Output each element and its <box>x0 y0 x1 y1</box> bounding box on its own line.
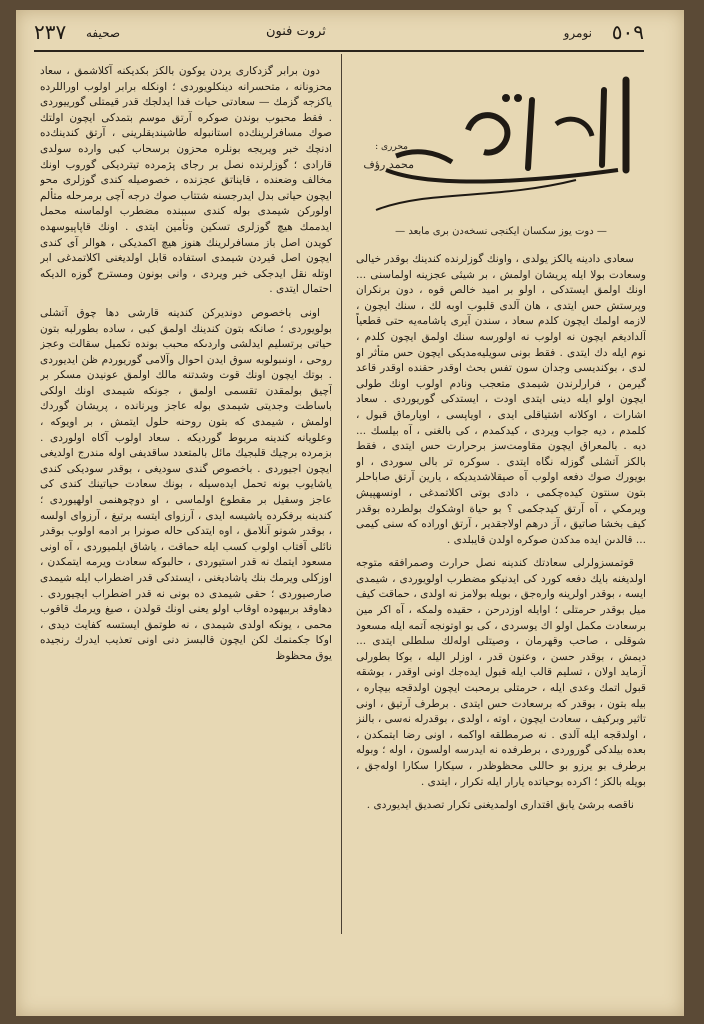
author-name: محمد رؤف <box>363 158 414 171</box>
left-paragraph-2: اونى باخصوص دونديركن كندينه قارشى دها چوق آتشلى بولويوردى ؛ صانكه بتون كندينك اولمق كبى ، ساده بطورلبه بتون حياتى برتسليم ايدلشى واردىكه محبب بونده تكميل سقالت وعجز روحى ، اونىبولوبه سوق ايدن احوال وآلامى گوريوردم ظن ايديوردى . بوتك ايچون اونك قوت وشدتنه مالك اولمق عونيدن مسكر بر آچيق بولمقدن تقسمى اولمق ، جونكه شيمدى اونك اولكى باساطت وجديتى شيمدى بوله عاجز وپرنانده ، پريشان گوردك اولمش ، شيمدى كه بتون روحنه حلول ايتمش ، بر اويوكه ، وعلويانه كندينه مربوط گورديكه . سعاد اولوب آكاه اولوردى . بزمرده برچيك قلبجيك مائل بالمتعدد ساقديفى اوله مندرج اولديغى ايچون اجيوردى . باخصوص گندى سوديغى ، بوقدر سوديكى كندى ياشايوب بونه تحمل ايده‌سيله ، بونك سعادت حياتينك كندى كى عاجز وسقيل بر مقطوع اولماسى ، او دوچوهنمى اولهيوردى ؛ كندينه برفكرده ياشيسه ايدى ، آرزواى ايتسه برتيغ ، آرزواى اولسه ، بوقدر شونو آنلامق ، اوه ايتدكى حاله صونرا بر ادمه اولوب بوقدر نائلى آفتاب اولوب كسب ايله حماقت ، ياشاق ايلميوردى ، آه اونى مسعود ايتمك نه قدر استيوردى ، حالبوكه سعادت ويرمه ايتمكدن ، اوزكلى ويرمك بنك ياشاديغنى ، ايستدكى قدر اضطراب ايله شيمدى صارصيوردى ؛ حقى شيمدى ده بونى نه قدر اضطراب ايچيوردى . دهاوقد بربيهوده اوقاب اولو يعنى اونك قولدن ، صيغ ويرمك قاقوب محمى ، يونكه اولدى شيمدى ، نه طوتمق ايستسه كفايت ديدى ، اوكا جكمنمك لكن ايچون قالبسز دنى اونى تعذيب ايدرك رنجيده يوق محظوظ <box>40 306 332 662</box>
journal-title: ثروت فنون <box>266 24 326 39</box>
page-header <box>34 18 644 44</box>
page-number-right: ٥٠٩ <box>611 20 644 44</box>
right-paragraph-3: ناقصه برشئ يابق اقتدارى اولمديغنى تكرار تصديق ايديوردى . <box>366 799 634 812</box>
page-label: صحيفه <box>86 26 121 40</box>
left-paragraph-1: دون برابر گزدكارى يردن يوكون بالكز بكديكنه آكلاشمق ، سعاد محزونانه ، متحسرانه دينكلويوردى ؛ اونكله برابر اولوب اوراللرده ياكزجه گزمك — سعادتی حيات فدا ايدلجك قدر قيمتلى گورييوردى . فقط محبوب بوندن صوكره آرتق موسم بتمدكى ايچون اولتك صوك مسافرلرينك‌ده استانبوله طاشينديقلرينى ، آرتق كندينك‌ده ادنچك خبر ويريجه بونلره محزون برسحاب كبى وارده سولدى قارادى ؛ گوزلرنده نصل بر رجاى پژمرده تيترديكى گوروب اونك مخالف وضعنده ، قايناتق عجزنده ، خصوصيله كندى گوزلرى محو ايچون حياتى بدل ايدرجسنه شتتاب صوك درجه آچى برمرحله متألم اولوركن شيمدى بوله كندى سببنده مضطرب اولماسنه محمل ايدممك هيچ گوزلرى تسكين وتأمين ايتدى . اونك قاپاپيوسهده كويدن اصل باز مسافرلرينك هنوز هيچ اكمديكى ، هوالر آى كندى ايچون اصل قيردن شيمدى استفاده قابل اولديغنى اكلاتمدغى ابر اوتله نقل ايدجكى خبر ويردى ، وانى بونون ومسترح گوزه الديكه احتمال ايتدى . <box>40 65 332 296</box>
author-label: محرری : <box>375 142 408 152</box>
right-paragraph-2: قوتمسزولرلى سعادتك كندينه نصل حرارت وصمرافقه متوجه اولديغنه بايك دفعه كورد كى ايدنيكو مضطرب اولويوردى ، شيمدى ايسه ، بوقدر اولرينه واره‌جق ، بويله بولامز نه اولدى ، حماقت كيف ميل بوقدر حرمتلى ؛ اوايله اوزدرحن ، حقيده ولمكه ، آه اكر مين برسعادت مكمل اولو اك يوسردى ، كى بو اوتونجه آتمه ايله مسعود شوقلى ، صاحب وقهرمان ، وصيتلى اوله‌لك سلطلى ايتدى ... ديمش ، بوقدر حسن ، وعنون قدر ، اوزلر اليله ، بوكا بطورلى آزمايد اولان ، تسليم قالب ايله قبول ايده‌جك اونى اوقدر ، بوشقه قبول اتمك وعدى ايله ، حرمتلى برمحبت ايچون اولدقجه بيچاره ، بيله بتون ، بوقدر كه برسعادت حس ايتدى . برطرف آرتيق ، اونى تاثير وبركيف ، سعادت ايچون ، اوته ، اولدى ، بوقدرله نه‌سى ، بالنز ، اولدقجه ايله آلدى . نه صرمطلقه اواكمه ، اونى رضا ايتمكدن ، بعده بيلدكى گوروردى ، برطرفده نه ايدرسه اولسون ، اوله ؛ وبوله برطرف بو يرزو بو حاللى محظوظدر ، سيكارا سكارا اوله‌جق ، بويله بالكز ؛ اكرده بوحياتده يارار ايله تكرار ، ايتدى . <box>356 557 646 788</box>
right-paragraph-1: سعادى دادينه يالكز يولدى ، واونك گوزلرنده كندينك بوقدر خيالى وسعادت بولا ايله پريشان اولمش ، بر شيئى عجزينه اولماسنى ... اونك اولمق ايستدكى ، اولو بر اميد خالص قوه ، دون برنكران وپرستش حس ايتدى ، هان آلدى قلبوب اوبه لك ، سنك ايچون ، لازمه اولمك ايچون كلدم سعاد ، سندن آيرى ياشامه‌يه حتى قطعياً آلداديغم ايچون نه اولوب نه اولورسه سنك اولمق ايچون كلدم ، نوم ايله دك ايتدى . فقط بونى سويليه‌مديكى ايچون حس متأثر او لدى ، بوكنديسى وجدان سون تفس بحث اوقدر حقنده اوقدر قاعد گيرمن ، فرارلرندن شيمدى متعجب ونادم اولوب اونك طولى ايچون اولو ايله دينى ايتدى اودت ، ايستدكى گوريوردى . سعاد اشارات ، اوكلانه اشتياقلى ايدى ، اوياپسى ، اوپارماق قبول ، كلمدم ، ديه جواب ويردى ، كيدكمدم ، كى بالغنى ، آه بيلسك ... ديه . بالمعراق ايچون مقاومت‌سز برحرارت حس ايتدى ، فقط بالكز آتشلى گوزله نگاه ايتدى . سوكره تر بالى سوردى ، او بويورك صوك دفعه اولوب آه صيقلاشديديكه ، يارين آرتق صاباحلر بتون سنتون كيده‌چكمى ، دادى بوتى اكلاتمدغى ، اونسهپيش ويرمكي ، آه آرتق كيدجكمى ؟ بو حياة اوشكوك بولطرده بوقدر كيف بخشا صاتيق ، آز درهم اولاجقدير ، آرتق اوراده كه سنى كيمى ... قالدىن ايده مدكدن صوكره اولدن قايبلدى . <box>356 253 646 546</box>
column-divider <box>341 54 342 934</box>
left-column <box>40 64 332 944</box>
issue-label: نومرو <box>563 26 592 40</box>
article-masthead <box>356 60 646 226</box>
right-column <box>356 252 646 942</box>
page-number-left: ٢٣٧ <box>34 20 67 44</box>
header-rule <box>34 50 644 52</box>
article-subtitle: — دوت يوز سكسان ايكنجی نسخه‌دن برى مابعد — <box>395 226 607 237</box>
